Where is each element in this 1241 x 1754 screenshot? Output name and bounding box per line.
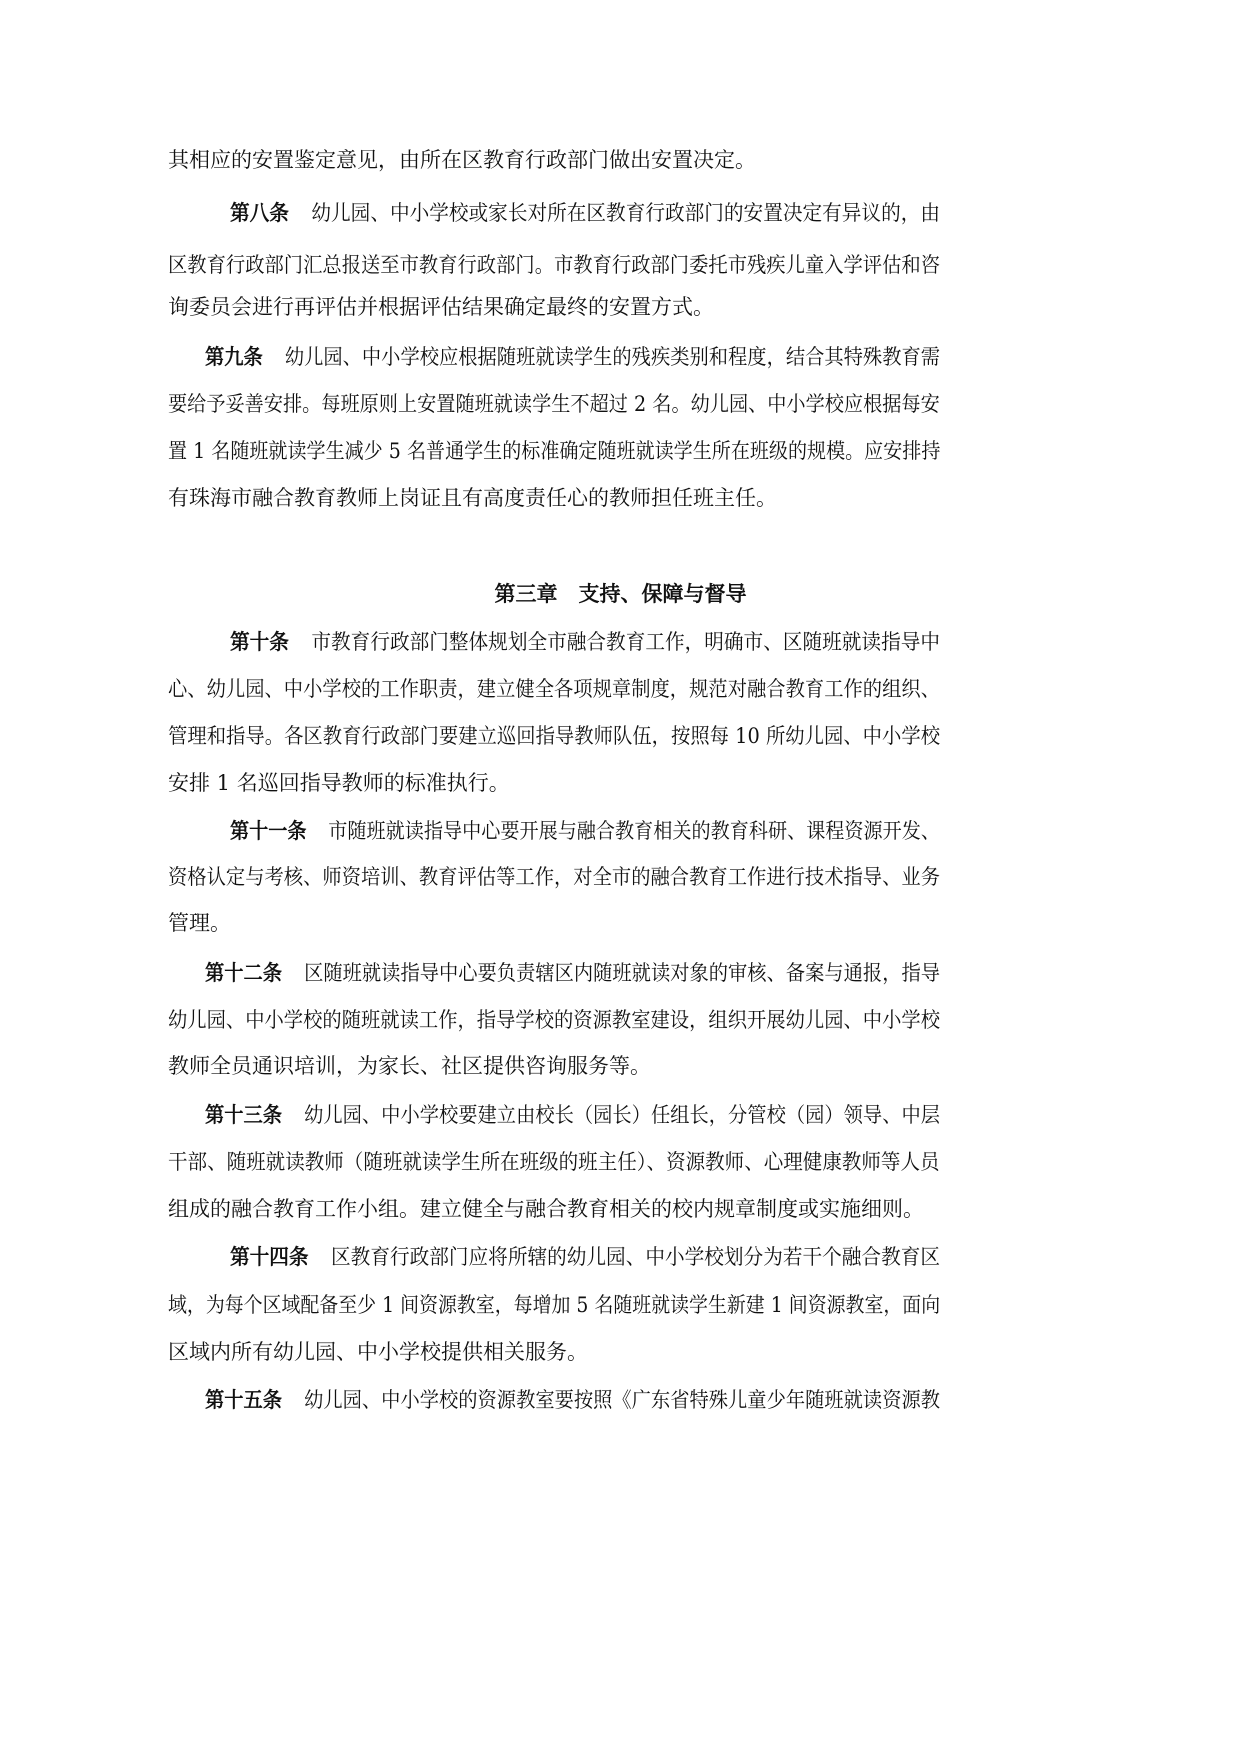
chapter-3-heading: 第三章 支持、保障与督导 (494, 581, 747, 606)
article-11-line-3: 管理。 (168, 911, 231, 935)
article-10-line-4: 安排 1 名巡回指导教师的标准执行。 (168, 771, 510, 795)
article-9-line-1: 第九条 幼儿园、中小学校应根据随班就读学生的残疾类别和程度，结合其特殊教育需 (205, 344, 941, 369)
article-9-line-3: 置 1 名随班就读学生减少 5 名普通学生的标准确定随班就读学生所在班级的规模。应安排持 (168, 439, 941, 463)
article-12-line-2: 幼儿园、中小学校的随班就读工作，指导学校的资源教室建设，组织开展幼儿园、中小学校 (168, 1008, 940, 1032)
article-10-line-2: 心、幼儿园、中小学校的工作职责，建立健全各项规章制度，规范对融合教育工作的组织、 (168, 677, 940, 701)
article-9-label: 第九条 (205, 344, 263, 369)
article-13-label: 第十三条 (205, 1102, 283, 1127)
article-10-label: 第十条 (230, 629, 289, 654)
article-8-label: 第八条 (230, 200, 289, 225)
article-9-line-4: 有珠海市融合教育教师上岗证且有高度责任心的教师担任班主任。 (168, 486, 777, 510)
article-14-label: 第十四条 (230, 1244, 309, 1269)
article-15-line-1: 第十五条 幼儿园、中小学校的资源教室要按照《广东省特殊儿童少年随班就读资源教 (205, 1387, 940, 1412)
article-11-label: 第十一条 (230, 818, 307, 843)
article-9-line-2: 要给予妥善安排。每班原则上安置随班就读学生不超过 2 名。幼儿园、中小学校应根据每安 (168, 392, 940, 416)
article-8-line-3: 询委员会进行再评估并根据评估结果确定最终的安置方式。 (168, 295, 714, 319)
article-11-line-1: 第十一条 市随班就读指导中心要开展与融合教育相关的教育科研、课程资源开发、 (230, 818, 940, 843)
article-14-line-1: 第十四条 区教育行政部门应将所辖的幼儿园、中小学校划分为若干个融合教育区 (230, 1244, 940, 1269)
article-11-line-2: 资格认定与考核、师资培训、教育评估等工作，对全市的融合教育工作进行技术指导、业务 (168, 865, 940, 889)
article-10-line-1: 第十条 市教育行政部门整体规划全市融合教育工作，明确市、区随班就读指导中 (230, 629, 940, 654)
intro-line: 其相应的安置鉴定意见，由所在区教育行政部门做出安置决定。 (168, 148, 756, 172)
article-14-line-2: 域，为每个区域配备至少 1 间资源教室，每增加 5 名随班就读学生新建 1 间资源教室，面向 (168, 1293, 941, 1317)
article-15-label: 第十五条 (205, 1387, 283, 1412)
article-12-label: 第十二条 (205, 960, 283, 985)
article-14-line-3: 区域内所有幼儿园、中小学校提供相关服务。 (168, 1340, 588, 1364)
article-8-line-2: 区教育行政部门汇总报送至市教育行政部门。市教育行政部门委托市残疾儿童入学评估和咨 (168, 253, 940, 277)
article-12-line-3: 教师全员通识培训，为家长、社区提供咨询服务等。 (168, 1054, 651, 1078)
article-13-line-1: 第十三条 幼儿园、中小学校要建立由校长（园长）任组长，分管校（园）领导、中层 (205, 1102, 940, 1127)
article-13-line-2: 干部、随班就读教师（随班就读学生所在班级的班主任）、资源教师、心理健康教师等人员 (168, 1150, 940, 1174)
article-10-line-3: 管理和指导。各区教育行政部门要建立巡回指导教师队伍，按照每 10 所幼儿园、中小学校 (168, 724, 941, 748)
article-13-line-3: 组成的融合教育工作小组。建立健全与融合教育相关的校内规章制度或实施细则。 (168, 1197, 924, 1221)
article-8-line-1: 第八条 幼儿园、中小学校或家长对所在区教育行政部门的安置决定有异议的，由 (230, 200, 940, 225)
article-12-line-1: 第十二条 区随班就读指导中心要负责辖区内随班就读对象的审核、备案与通报，指导 (205, 960, 940, 985)
